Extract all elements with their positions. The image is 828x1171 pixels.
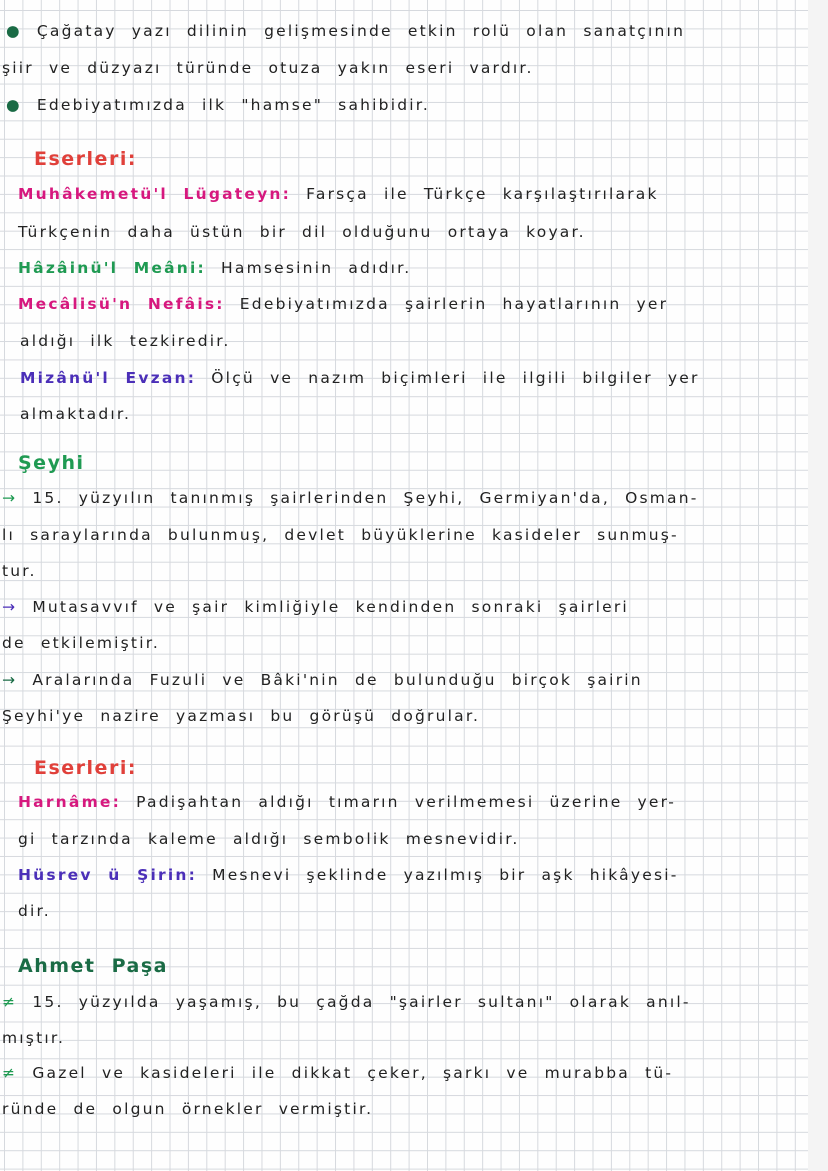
note-line <box>18 259 411 277</box>
note-line <box>18 185 659 203</box>
note-text: → <box>2 598 33 616</box>
note-line <box>2 598 629 616</box>
note-line <box>18 223 586 241</box>
note-text: tur. <box>2 562 37 580</box>
note-line <box>18 793 676 811</box>
work-title: Hâzâinü'l Meâni: <box>18 259 206 277</box>
note-line <box>20 369 700 387</box>
note-text: aldığı ilk tezkiredir. <box>20 332 231 350</box>
note-text: 15. yüzyılın tanınmış şairlerinden Şeyhi, Germiyan'da, Osman- <box>32 489 699 507</box>
note-line <box>2 59 534 77</box>
note-text: → <box>2 671 33 689</box>
section-heading <box>34 757 137 779</box>
section-heading <box>18 955 168 977</box>
note-line <box>2 489 699 507</box>
note-line <box>2 562 37 580</box>
note-text: ründe de olgun örnekler vermiştir. <box>2 1100 374 1118</box>
note-line <box>6 22 685 40</box>
note-line <box>18 902 51 920</box>
note-text: Mutasavvıf ve şair kimliğiyle kendinden sonraki şairleri <box>32 598 629 616</box>
note-line <box>20 332 231 350</box>
note-text: Padişahtan aldığı tımarın verilmemesi üzerine yer- <box>121 793 677 811</box>
note-text: Farsça ile Türkçe karşılaştırılarak <box>291 185 659 203</box>
note-text: Türkçenin daha üstün bir dil olduğunu ortaya koyar. <box>18 223 586 241</box>
note-text: Eserleri: <box>34 148 137 170</box>
page-edge <box>808 0 828 1171</box>
note-line <box>2 526 679 544</box>
note-line <box>2 707 480 725</box>
note-line <box>2 1100 373 1118</box>
note-text: Eserleri: <box>34 757 137 779</box>
note-text: de etkilemiştir. <box>2 634 160 652</box>
note-text: ● <box>6 22 37 40</box>
note-line <box>18 295 668 313</box>
note-line <box>20 405 131 423</box>
note-line <box>2 671 643 689</box>
note-text: Çağatay yazı dilinin gelişmesinde etkin rolü olan sanatçının <box>36 22 686 40</box>
note-text: lı saraylarında bulunmuş, devlet büyüklerine kasideler sunmuş- <box>2 526 679 544</box>
note-text: Gazel ve kasideleri ile dikkat çeker, şarkı ve murabba tü- <box>32 1064 674 1082</box>
work-title: Harnâme: <box>18 793 122 811</box>
note-line <box>6 96 430 114</box>
note-text: → <box>2 489 33 507</box>
note-text: Mesnevi şeklinde yazılmış bir aşk hikâyesi- <box>197 866 679 884</box>
note-line <box>18 830 520 848</box>
note-text: şiir ve düzyazı türünde otuza yakın eseri vardır. <box>2 59 534 77</box>
work-title: Hüsrev ü Şirin: <box>18 866 197 884</box>
note-text: Ölçü ve nazım biçimleri ile ilgili bilgiler yer <box>196 369 700 387</box>
note-line <box>2 1029 65 1047</box>
note-text: Ahmet Paşa <box>18 955 168 977</box>
note-text: Edebiyatımızda ilk "hamse" sahibidir. <box>36 96 431 114</box>
note-text: almaktadır. <box>20 405 132 423</box>
note-text: ≠ <box>2 1064 33 1082</box>
work-title: Mizânü'l Evzan: <box>20 369 197 387</box>
note-text: dir. <box>18 902 51 920</box>
work-title: Muhâkemetü'l Lügateyn: <box>18 185 292 203</box>
work-title: Mecâlisü'n Nefâis: <box>18 295 225 313</box>
note-text: Hamsesinin adıdır. <box>205 259 412 277</box>
note-text: 15. yüzyılda yaşamış, bu çağda "şairler sultanı" olarak anıl- <box>32 993 691 1011</box>
note-line <box>2 634 160 652</box>
note-line <box>2 993 691 1011</box>
note-line <box>18 866 679 884</box>
note-text: Aralarında Fuzuli ve Bâki'nin de bulunduğu birçok şairin <box>32 671 643 689</box>
note-text: ● <box>6 96 37 114</box>
section-heading <box>34 148 137 170</box>
note-text: gi tarzında kaleme aldığı sembolik mesnevidir. <box>18 830 520 848</box>
note-text: mıştır. <box>2 1029 66 1047</box>
note-line <box>2 1064 673 1082</box>
note-text: Şeyhi <box>18 452 85 474</box>
section-heading <box>18 452 85 474</box>
note-text: ≠ <box>2 993 33 1011</box>
note-text: Şeyhi'ye nazire yazması bu görüşü doğrular. <box>2 707 481 725</box>
note-text: Edebiyatımızda şairlerin hayatlarının yer <box>224 295 669 313</box>
